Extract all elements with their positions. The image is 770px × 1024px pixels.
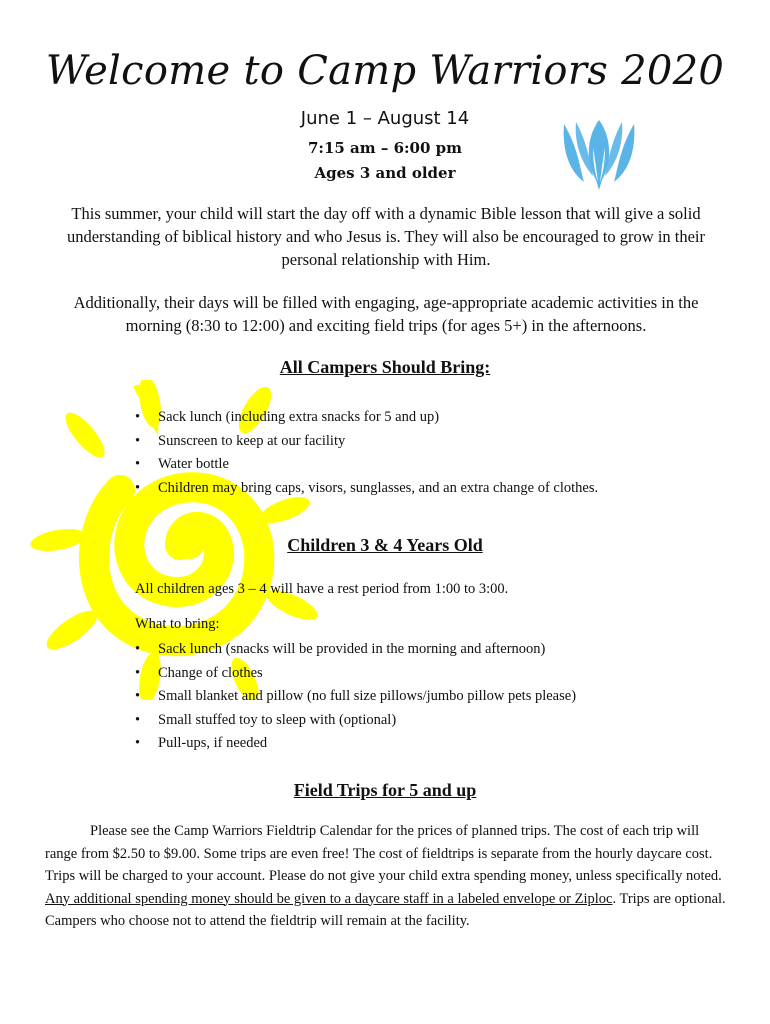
intro-paragraph-activities: Additionally, their days will be filled with engaging, age-appropriate academic activities in the morning (8:30 to 12:00) and exciting field trips (for ages 5+) in the afternoons. <box>73 293 699 335</box>
rest-period-text: All children ages 3 – 4 will have a rest period from 1:00 to 3:00. <box>135 581 509 597</box>
camp-dates: June 1 – August 14 <box>300 108 470 129</box>
field-trips-text: Please see the Camp Warriors Fieldtrip Calendar for the prices of planned trips. The cost of each trip will range from $2.50 to $9.00. Some trips are even free! The cost of fieldtrips is separate from the hourly daycare cost. Trips will be charged to your account. Please do not give your child extra spending money, unless specifically noted. <box>45 823 722 884</box>
list-item: • Change of clothes <box>135 662 576 686</box>
field-trips-paragraph <box>45 820 727 933</box>
what-to-bring-label: What to bring: <box>135 616 220 632</box>
all-campers-list <box>135 406 598 500</box>
intro-paragraph-bible: This summer, your child will start the day off with a dynamic Bible lesson that will give a solid understanding of biblical history and who Jesus is. They will also be encouraged to grow in their personal relationship with Him. <box>66 204 706 269</box>
list-item: • Small stuffed toy to sleep with (optional) <box>135 709 576 733</box>
list-item: • Sack lunch (including extra snacks for 5 and up) <box>135 406 598 430</box>
camp-hours: 7:15 am – 6:00 pm <box>307 139 463 157</box>
section-title-all-campers: All Campers Should Bring: <box>279 357 491 377</box>
page-title: Welcome to Camp Warriors 2020 <box>45 48 725 94</box>
field-trips-text-end: . Trips are optional. Campers who choose not to attend the fieldtrip will remain at the facility. <box>45 890 726 929</box>
section-title-field-trips: Field Trips for 5 and up <box>293 780 477 800</box>
children-3-4-list <box>135 638 576 756</box>
list-item: • Small blanket and pillow (no full size pillows/jumbo pillow pets please) <box>135 685 576 709</box>
spending-money-note: Any additional spending money should be given to a daycare staff in a labeled envelope or Ziploc <box>45 890 613 907</box>
list-item: • Children may bring caps, visors, sunglasses, and an extra change of clothes. <box>135 477 598 501</box>
section-title-children-3-4: Children 3 & 4 Years Old <box>287 535 483 555</box>
list-item: • Pull-ups, if needed <box>135 732 576 756</box>
list-item: • Sunscreen to keep at our facility <box>135 430 598 454</box>
camp-ages: Ages 3 and older <box>314 164 456 182</box>
list-item: • Water bottle <box>135 453 598 477</box>
list-item: • Sack lunch (snacks will be provided in the morning and afternoon) <box>135 638 576 662</box>
